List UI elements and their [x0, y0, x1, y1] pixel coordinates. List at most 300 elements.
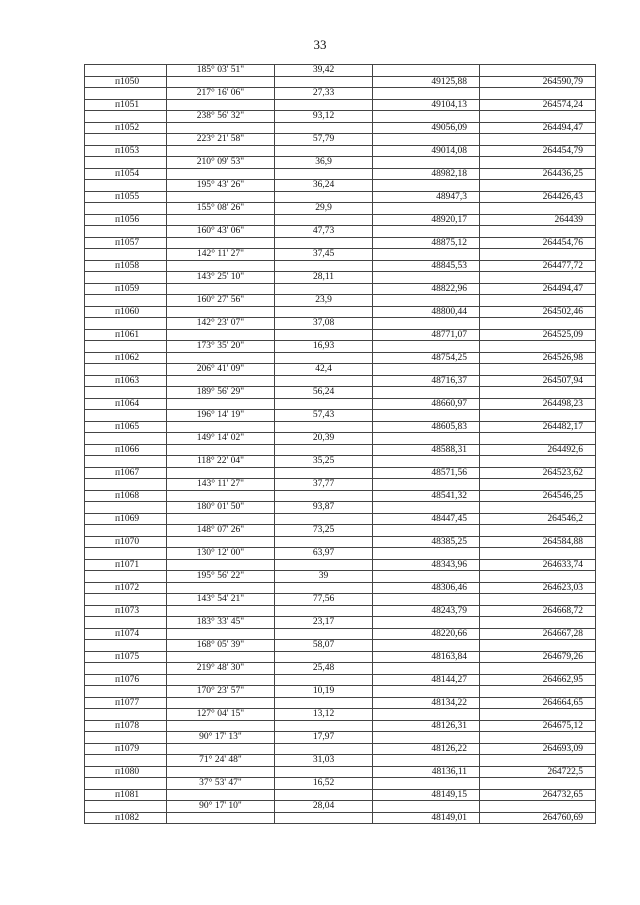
distance-cell: 57,43: [275, 410, 373, 422]
x-cell: 49125,88: [373, 76, 480, 88]
point-cell: п1064: [85, 398, 167, 410]
segment-row: [85, 548, 596, 560]
y-cell: 264498,23: [480, 398, 596, 410]
y-cell: 264722,5: [480, 766, 596, 778]
angle-cell: 238° 56' 32": [167, 111, 275, 123]
angle-cell: 90° 17' 10": [167, 801, 275, 813]
angle-cell: 71° 24' 48": [167, 755, 275, 767]
distance-cell: [275, 375, 373, 387]
angle-cell: 210° 09' 53": [167, 157, 275, 169]
angle-cell: [167, 99, 275, 111]
point-row: [85, 559, 596, 571]
y-cell: 264664,65: [480, 697, 596, 709]
y-cell: 264477,72: [480, 260, 596, 272]
angle-cell: [167, 697, 275, 709]
segment-row: [85, 571, 596, 583]
x-cell: 48306,46: [373, 582, 480, 594]
point-cell: [85, 801, 167, 813]
y-cell: [480, 341, 596, 353]
y-cell: [480, 456, 596, 468]
y-cell: [480, 686, 596, 698]
segment-row: [85, 525, 596, 537]
distance-cell: 42,4: [275, 364, 373, 376]
point-cell: [85, 272, 167, 284]
distance-cell: 93,12: [275, 111, 373, 123]
distance-cell: [275, 490, 373, 502]
x-cell: [373, 318, 480, 330]
x-cell: 48716,37: [373, 375, 480, 387]
distance-cell: 16,93: [275, 341, 373, 353]
angle-cell: 185° 03' 51": [167, 65, 275, 77]
distance-cell: 36,24: [275, 180, 373, 192]
y-cell: [480, 732, 596, 744]
x-cell: 48660,97: [373, 398, 480, 410]
angle-cell: 168° 05' 39": [167, 640, 275, 652]
point-row: [85, 651, 596, 663]
y-cell: 264693,09: [480, 743, 596, 755]
y-cell: 264732,65: [480, 789, 596, 801]
distance-cell: [275, 398, 373, 410]
y-cell: [480, 778, 596, 790]
point-cell: п1071: [85, 559, 167, 571]
segment-row: [85, 594, 596, 606]
distance-cell: 35,25: [275, 456, 373, 468]
point-cell: [85, 387, 167, 399]
x-cell: [373, 571, 480, 583]
angle-cell: 196° 14' 19": [167, 410, 275, 422]
point-cell: [85, 502, 167, 514]
point-cell: п1065: [85, 421, 167, 433]
y-cell: 264526,98: [480, 352, 596, 364]
segment-row: [85, 617, 596, 629]
angle-cell: [167, 237, 275, 249]
x-cell: 48163,84: [373, 651, 480, 663]
y-cell: 264546,2: [480, 513, 596, 525]
point-cell: п1055: [85, 191, 167, 203]
distance-cell: 28,04: [275, 801, 373, 813]
segment-row: [85, 732, 596, 744]
point-row: [85, 375, 596, 387]
point-cell: п1081: [85, 789, 167, 801]
point-cell: [85, 341, 167, 353]
x-cell: 48149,01: [373, 812, 480, 824]
y-cell: 264590,79: [480, 76, 596, 88]
distance-cell: [275, 720, 373, 732]
distance-cell: [275, 352, 373, 364]
y-cell: [480, 525, 596, 537]
distance-cell: 39: [275, 571, 373, 583]
point-cell: п1062: [85, 352, 167, 364]
angle-cell: 130° 12' 00": [167, 548, 275, 560]
angle-cell: [167, 145, 275, 157]
distance-cell: 39,42: [275, 65, 373, 77]
point-row: [85, 720, 596, 732]
distance-cell: [275, 605, 373, 617]
point-cell: п1069: [85, 513, 167, 525]
angle-cell: 183° 33' 45": [167, 617, 275, 629]
point-cell: п1078: [85, 720, 167, 732]
page-number: 33: [313, 37, 327, 52]
y-cell: [480, 801, 596, 813]
point-row: [85, 444, 596, 456]
angle-cell: 223° 21' 58": [167, 134, 275, 146]
y-cell: [480, 640, 596, 652]
angle-cell: [167, 352, 275, 364]
distance-cell: [275, 214, 373, 226]
x-cell: [373, 456, 480, 468]
segment-row: [85, 433, 596, 445]
x-cell: [373, 548, 480, 560]
segment-row: [85, 249, 596, 261]
point-row: [85, 191, 596, 203]
point-cell: п1053: [85, 145, 167, 157]
point-cell: п1067: [85, 467, 167, 479]
angle-cell: 118° 22' 04": [167, 456, 275, 468]
y-cell: [480, 249, 596, 261]
y-cell: [480, 203, 596, 215]
x-cell: 48243,79: [373, 605, 480, 617]
y-cell: [480, 295, 596, 307]
point-row: [85, 467, 596, 479]
distance-cell: 77,56: [275, 594, 373, 606]
x-cell: 48149,15: [373, 789, 480, 801]
point-row: [85, 582, 596, 594]
segment-row: [85, 226, 596, 238]
angle-cell: 142° 23' 07": [167, 318, 275, 330]
angle-cell: [167, 398, 275, 410]
distance-cell: [275, 145, 373, 157]
x-cell: [373, 249, 480, 261]
angle-cell: 195° 56' 22": [167, 571, 275, 583]
point-cell: [85, 525, 167, 537]
point-row: [85, 352, 596, 364]
angle-cell: 206° 41' 09": [167, 364, 275, 376]
distance-cell: 58,07: [275, 640, 373, 652]
distance-cell: [275, 283, 373, 295]
x-cell: 48541,32: [373, 490, 480, 502]
x-cell: 48136,11: [373, 766, 480, 778]
point-cell: [85, 410, 167, 422]
point-row: [85, 605, 596, 617]
angle-cell: [167, 789, 275, 801]
point-cell: [85, 88, 167, 100]
distance-cell: [275, 697, 373, 709]
y-cell: 264523,62: [480, 467, 596, 479]
segment-row: [85, 65, 596, 77]
point-cell: [85, 433, 167, 445]
y-cell: [480, 709, 596, 721]
distance-cell: 37,08: [275, 318, 373, 330]
angle-cell: [167, 76, 275, 88]
point-cell: п1060: [85, 306, 167, 318]
y-cell: 264668,72: [480, 605, 596, 617]
distance-cell: [275, 513, 373, 525]
angle-cell: [167, 766, 275, 778]
y-cell: [480, 65, 596, 77]
angle-cell: [167, 329, 275, 341]
point-cell: [85, 617, 167, 629]
x-cell: 49014,08: [373, 145, 480, 157]
point-cell: п1080: [85, 766, 167, 778]
y-cell: 264436,25: [480, 168, 596, 180]
point-row: [85, 145, 596, 157]
segment-row: [85, 88, 596, 100]
x-cell: [373, 732, 480, 744]
x-cell: [373, 479, 480, 491]
distance-cell: [275, 329, 373, 341]
angle-cell: [167, 812, 275, 824]
angle-cell: [167, 674, 275, 686]
distance-cell: 23,9: [275, 295, 373, 307]
x-cell: 48982,18: [373, 168, 480, 180]
distance-cell: [275, 789, 373, 801]
distance-cell: [275, 444, 373, 456]
point-row: [85, 812, 596, 824]
x-cell: [373, 341, 480, 353]
angle-cell: 149° 14' 02": [167, 433, 275, 445]
point-row: [85, 743, 596, 755]
distance-cell: 16,52: [275, 778, 373, 790]
point-cell: п1079: [85, 743, 167, 755]
point-cell: п1059: [85, 283, 167, 295]
point-cell: п1058: [85, 260, 167, 272]
point-cell: [85, 65, 167, 77]
angle-cell: 127° 04' 15": [167, 709, 275, 721]
segment-row: [85, 801, 596, 813]
y-cell: 264760,69: [480, 812, 596, 824]
angle-cell: 195° 43' 26": [167, 180, 275, 192]
x-cell: 48447,45: [373, 513, 480, 525]
point-cell: [85, 640, 167, 652]
x-cell: 48875,12: [373, 237, 480, 249]
point-cell: п1063: [85, 375, 167, 387]
x-cell: 48144,27: [373, 674, 480, 686]
y-cell: 264507,94: [480, 375, 596, 387]
point-row: [85, 306, 596, 318]
x-cell: 48771,07: [373, 329, 480, 341]
distance-cell: 17,97: [275, 732, 373, 744]
x-cell: [373, 525, 480, 537]
x-cell: 48571,56: [373, 467, 480, 479]
x-cell: 48126,22: [373, 743, 480, 755]
point-row: [85, 237, 596, 249]
x-cell: [373, 364, 480, 376]
y-cell: 264623,03: [480, 582, 596, 594]
angle-cell: 155° 08' 26": [167, 203, 275, 215]
segment-row: [85, 157, 596, 169]
x-cell: 48947,3: [373, 191, 480, 203]
x-cell: 48134,22: [373, 697, 480, 709]
distance-cell: [275, 191, 373, 203]
y-cell: [480, 272, 596, 284]
segment-row: [85, 709, 596, 721]
angle-cell: [167, 168, 275, 180]
y-cell: [480, 111, 596, 123]
x-cell: [373, 387, 480, 399]
x-cell: 48920,17: [373, 214, 480, 226]
angle-cell: 219° 48' 30": [167, 663, 275, 675]
angle-cell: [167, 536, 275, 548]
distance-cell: [275, 467, 373, 479]
angle-cell: 173° 35' 20": [167, 341, 275, 353]
x-cell: [373, 88, 480, 100]
y-cell: 264494,47: [480, 283, 596, 295]
angle-cell: 180° 01' 50": [167, 502, 275, 514]
y-cell: [480, 318, 596, 330]
point-cell: [85, 134, 167, 146]
segment-row: [85, 272, 596, 284]
x-cell: [373, 594, 480, 606]
point-cell: [85, 157, 167, 169]
point-cell: п1068: [85, 490, 167, 502]
x-cell: [373, 778, 480, 790]
y-cell: [480, 157, 596, 169]
y-cell: [480, 387, 596, 399]
point-cell: [85, 594, 167, 606]
x-cell: 48385,25: [373, 536, 480, 548]
angle-cell: [167, 490, 275, 502]
distance-cell: 36,9: [275, 157, 373, 169]
x-cell: 48126,31: [373, 720, 480, 732]
distance-cell: 63,97: [275, 548, 373, 560]
segment-row: [85, 755, 596, 767]
point-row: [85, 168, 596, 180]
y-cell: 264584,88: [480, 536, 596, 548]
x-cell: [373, 226, 480, 238]
x-cell: [373, 686, 480, 698]
x-cell: 49056,09: [373, 122, 480, 134]
y-cell: 264667,28: [480, 628, 596, 640]
angle-cell: [167, 720, 275, 732]
y-cell: 264454,79: [480, 145, 596, 157]
distance-cell: [275, 99, 373, 111]
point-cell: [85, 663, 167, 675]
point-row: [85, 766, 596, 778]
distance-cell: 56,24: [275, 387, 373, 399]
angle-cell: 142° 11' 27": [167, 249, 275, 261]
distance-cell: 47,73: [275, 226, 373, 238]
x-cell: [373, 755, 480, 767]
point-row: [85, 421, 596, 433]
segment-row: [85, 295, 596, 307]
segment-row: [85, 410, 596, 422]
distance-cell: 13,12: [275, 709, 373, 721]
angle-cell: [167, 260, 275, 272]
point-cell: п1054: [85, 168, 167, 180]
point-cell: [85, 456, 167, 468]
y-cell: [480, 364, 596, 376]
angle-cell: [167, 191, 275, 203]
angle-cell: 37° 53' 47": [167, 778, 275, 790]
point-cell: п1052: [85, 122, 167, 134]
x-cell: [373, 801, 480, 813]
distance-cell: 10,19: [275, 686, 373, 698]
angle-cell: [167, 283, 275, 295]
y-cell: 264482,17: [480, 421, 596, 433]
segment-row: [85, 663, 596, 675]
y-cell: [480, 226, 596, 238]
angle-cell: 170° 23' 57": [167, 686, 275, 698]
angle-cell: [167, 628, 275, 640]
point-row: [85, 490, 596, 502]
point-row: [85, 214, 596, 226]
x-cell: [373, 134, 480, 146]
distance-cell: 29,9: [275, 203, 373, 215]
x-cell: [373, 640, 480, 652]
x-cell: [373, 617, 480, 629]
distance-cell: 93,87: [275, 502, 373, 514]
y-cell: 264502,46: [480, 306, 596, 318]
point-cell: [85, 778, 167, 790]
distance-cell: 27,33: [275, 88, 373, 100]
distance-cell: 23,17: [275, 617, 373, 629]
x-cell: 48343,96: [373, 559, 480, 571]
point-row: [85, 260, 596, 272]
point-row: [85, 697, 596, 709]
point-cell: п1075: [85, 651, 167, 663]
distance-cell: [275, 306, 373, 318]
distance-cell: 28,11: [275, 272, 373, 284]
distance-cell: [275, 628, 373, 640]
angle-cell: 160° 27' 56": [167, 295, 275, 307]
point-cell: [85, 226, 167, 238]
angle-cell: 217° 16' 06": [167, 88, 275, 100]
y-cell: [480, 571, 596, 583]
point-cell: п1056: [85, 214, 167, 226]
point-cell: п1051: [85, 99, 167, 111]
point-cell: [85, 364, 167, 376]
angle-cell: [167, 421, 275, 433]
x-cell: [373, 502, 480, 514]
point-cell: п1076: [85, 674, 167, 686]
segment-row: [85, 180, 596, 192]
distance-cell: 37,77: [275, 479, 373, 491]
distance-cell: 25,48: [275, 663, 373, 675]
point-row: [85, 674, 596, 686]
distance-cell: [275, 76, 373, 88]
y-cell: 264494,47: [480, 122, 596, 134]
distance-cell: [275, 674, 373, 686]
y-cell: 264426,43: [480, 191, 596, 203]
x-cell: [373, 709, 480, 721]
x-cell: [373, 295, 480, 307]
x-cell: [373, 111, 480, 123]
point-cell: п1082: [85, 812, 167, 824]
point-cell: [85, 755, 167, 767]
segment-row: [85, 387, 596, 399]
segment-row: [85, 502, 596, 514]
point-cell: [85, 732, 167, 744]
y-cell: 264574,24: [480, 99, 596, 111]
x-cell: 48800,44: [373, 306, 480, 318]
angle-cell: [167, 122, 275, 134]
x-cell: [373, 180, 480, 192]
point-row: [85, 398, 596, 410]
angle-cell: [167, 375, 275, 387]
point-cell: [85, 180, 167, 192]
point-cell: [85, 249, 167, 261]
segment-row: [85, 479, 596, 491]
y-cell: [480, 433, 596, 445]
y-cell: 264679,26: [480, 651, 596, 663]
distance-cell: [275, 766, 373, 778]
x-cell: [373, 410, 480, 422]
distance-cell: 20,39: [275, 433, 373, 445]
y-cell: [480, 88, 596, 100]
segment-row: [85, 778, 596, 790]
distance-cell: [275, 168, 373, 180]
y-cell: [480, 617, 596, 629]
